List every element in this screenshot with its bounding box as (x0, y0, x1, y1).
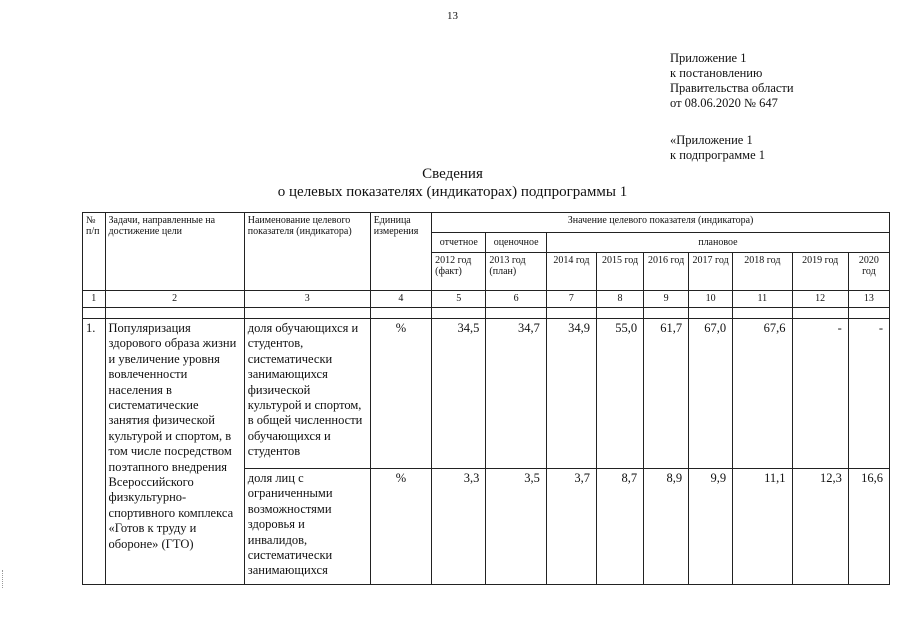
value-cell: - (792, 319, 848, 469)
row-number: 1. (83, 319, 106, 585)
column-index: 3 (244, 291, 370, 308)
column-index: 12 (792, 291, 848, 308)
value-cell: 34,7 (486, 319, 546, 469)
header-reported: отчетное (432, 233, 486, 253)
appendix-line: Приложение 1 (670, 51, 747, 65)
value-cell: 8,7 (596, 469, 643, 585)
column-index: 11 (733, 291, 792, 308)
indicators-table (82, 212, 890, 585)
subprogram-appendix-note (670, 133, 765, 163)
value-cell: 3,5 (486, 469, 546, 585)
appendix-line: Правительства области (670, 81, 794, 95)
unit-cell: % (370, 469, 431, 585)
value-cell: 55,0 (596, 319, 643, 469)
value-cell: 16,6 (848, 469, 889, 585)
column-index: 5 (432, 291, 486, 308)
task-cell: Популяризация здорового образа жизни и увеличение уровня вовлеченности населения в систематические занятия физической культурой и спортом, в том числе посредством поэтапного внедрения Всероссийского физкультурно-спортивного комплекса «Готов к труду и обороне» (ГТО) (105, 319, 244, 585)
title-line: о целевых показателях (индикаторах) подпрограммы 1 (277, 184, 628, 200)
unit-cell: % (370, 319, 431, 469)
header-indicator: Наименование целевого показателя (индикатора) (244, 213, 370, 291)
appendix-line: «Приложение 1 (670, 133, 753, 147)
column-index: 6 (486, 291, 546, 308)
column-index: 4 (370, 291, 431, 308)
column-index: 9 (644, 291, 689, 308)
header-tasks: Задачи, направленные на достижение цели (105, 213, 244, 291)
header-estimated: оценочное (486, 233, 546, 253)
header-year: 2016 год (644, 253, 689, 291)
header-year: 2020 год (848, 253, 889, 291)
value-cell: - (848, 319, 889, 469)
scan-edge-mark (2, 570, 6, 588)
column-index: 8 (596, 291, 643, 308)
header-planned: плановое (546, 233, 889, 253)
appendix-line: от 08.06.2020 № 647 (670, 96, 778, 110)
indicator-name: доля лиц с ограниченными возможностями здоровья и инвалидов, систематически занимающихся (244, 469, 370, 585)
page-number: 13 (447, 10, 458, 22)
value-cell: 67,6 (733, 319, 792, 469)
header-year: 2013 год (план) (486, 253, 546, 291)
value-cell: 11,1 (733, 469, 792, 585)
column-index: 10 (689, 291, 733, 308)
column-index: 7 (546, 291, 596, 308)
value-cell: 3,7 (546, 469, 596, 585)
value-cell: 8,9 (644, 469, 689, 585)
value-cell: 67,0 (689, 319, 733, 469)
appendix-line: к постановлению (670, 66, 763, 80)
value-cell: 12,3 (792, 469, 848, 585)
value-cell: 61,7 (644, 319, 689, 469)
value-cell: 9,9 (689, 469, 733, 585)
column-index: 1 (83, 291, 106, 308)
table-row (83, 319, 890, 469)
header-year: 2015 год (596, 253, 643, 291)
header-year: 2017 год (689, 253, 733, 291)
value-cell: 34,9 (546, 319, 596, 469)
header-num: № п/п (83, 213, 106, 291)
title-line: Сведения (422, 166, 483, 182)
appendix-line: к подпрограмме 1 (670, 148, 765, 162)
indicator-name: доля обучающихся и студентов, систематически занимающихся физической культурой и спортом, в общей численности обучающихся и студентов (244, 319, 370, 469)
value-cell: 34,5 (432, 319, 486, 469)
header-year: 2014 год (546, 253, 596, 291)
header-year: 2018 год (733, 253, 792, 291)
header-unit: Единица измерения (370, 213, 431, 291)
appendix-note (670, 51, 794, 111)
column-index: 13 (848, 291, 889, 308)
document-title (0, 165, 905, 201)
header-year: 2012 год (факт) (432, 253, 486, 291)
column-index: 2 (105, 291, 244, 308)
value-cell: 3,3 (432, 469, 486, 585)
header-value-group: Значение целевого показателя (индикатора) (432, 213, 890, 233)
header-year: 2019 год (792, 253, 848, 291)
